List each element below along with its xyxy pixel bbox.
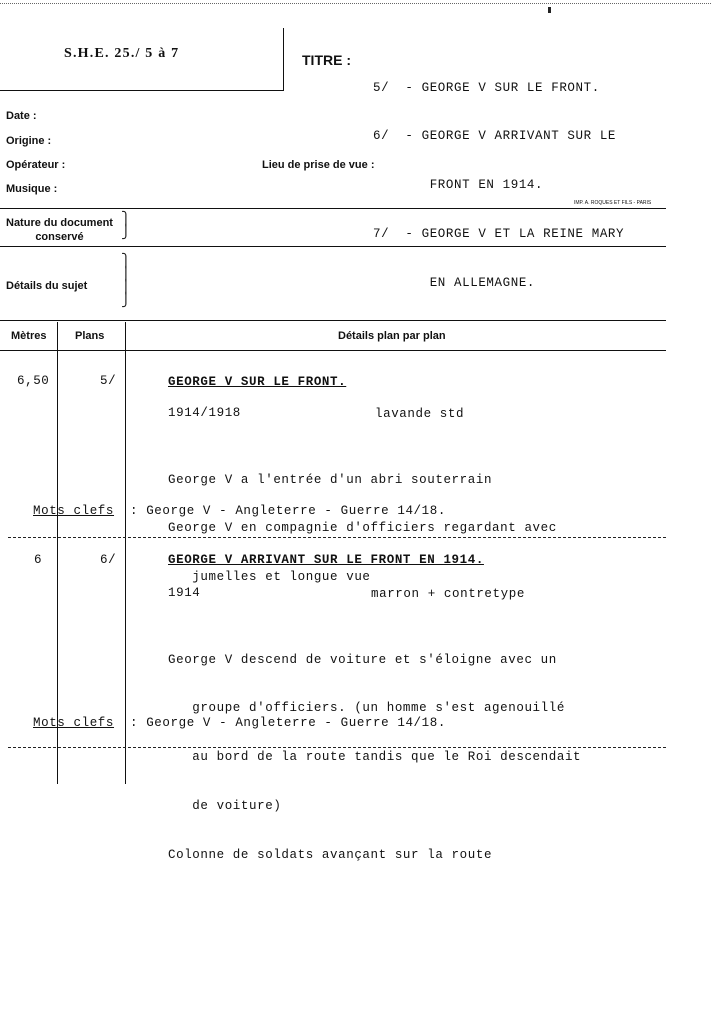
entry2-date: 1914	[168, 586, 201, 600]
lieu-label: Lieu de prise de vue :	[262, 159, 375, 171]
nature-brace: ⎫ ⎭	[121, 212, 131, 240]
entry1-desc-line: George V a l'entrée d'un abri souterrain	[168, 472, 493, 487]
entry1-keywords-label: Mots clefs	[33, 504, 115, 518]
rule-1	[0, 208, 666, 209]
top-edge-mark	[0, 3, 711, 6]
entry2-desc-line: de voiture)	[168, 799, 282, 814]
title-line: FRONT EN 1914.	[373, 178, 544, 193]
date-label: Date :	[6, 110, 37, 122]
entry2-desc-line: Colonne de soldats avançant sur la route	[168, 848, 493, 863]
origine-label: Origine :	[6, 135, 52, 147]
col-header-plans: Plans	[75, 330, 105, 342]
entry2-desc-line: au bord de la route tandis que le Roi descendait	[168, 750, 582, 765]
header-box-right	[283, 28, 284, 90]
entry2-keywords: : George V - Angleterre - Guerre 14/18.	[130, 716, 446, 730]
entry2-title: GEORGE V ARRIVANT SUR LE FRONT EN 1914.	[168, 553, 484, 567]
title-line: 6/ - GEORGE V ARRIVANT SUR LE	[373, 129, 617, 144]
entry2-color: marron + contretype	[371, 587, 525, 601]
musique-label: Musique :	[6, 183, 58, 195]
entry1-desc-line: George V en compagnie d'officiers regardant avec	[168, 521, 557, 536]
entry2-keywords-label: Mots clefs	[33, 716, 115, 730]
header-box-bottom	[0, 90, 284, 91]
entry2-desc	[168, 619, 581, 880]
entry1-date: 1914/1918	[168, 406, 241, 420]
entry2-desc-line: groupe d'officiers. (un homme s'est agenouillé	[168, 701, 565, 716]
col-header-details: Détails plan par plan	[338, 330, 446, 342]
details-sujet-label: Détails du sujet	[6, 280, 88, 292]
entry1-desc-line: jumelles et longue vue	[168, 570, 371, 585]
title-line: EN ALLEMAGNE.	[373, 276, 536, 291]
rule-3	[0, 320, 666, 321]
entry2-desc-line: George V descend de voiture et s'éloigne avec un	[168, 652, 557, 667]
title-line: 7/ - GEORGE V ET LA REINE MARY	[373, 227, 625, 242]
titre-label: TITRE :	[302, 52, 351, 68]
printer-imprint: IMP. A. ROQUES ET FILS - PARIS	[574, 200, 652, 206]
nature-label-line2: conservé	[35, 231, 84, 243]
entry-separator-1	[8, 537, 666, 538]
entry1-title: GEORGE V SUR LE FRONT.	[168, 375, 347, 389]
col-divider-2	[125, 322, 126, 784]
nature-label	[6, 216, 113, 244]
rule-2	[0, 246, 666, 247]
entry1-plan: 5/	[100, 374, 117, 388]
entry-separator-2	[8, 747, 666, 748]
rule-4	[0, 350, 666, 351]
col-header-metres: Mètres	[11, 330, 47, 342]
entry1-desc	[168, 439, 557, 602]
entry2-metres: 6	[34, 553, 43, 567]
ink-dot	[548, 7, 551, 13]
reference-code: S.H.E. 25./ 5 à 7	[64, 46, 180, 61]
nature-label-line1: Nature du document	[6, 217, 113, 229]
entry1-metres: 6,50	[17, 374, 50, 388]
details-brace: ⎫ ⎪ ⎪ ⎭	[121, 254, 131, 308]
titles-block	[373, 47, 624, 308]
title-line: 5/ - GEORGE V SUR LE FRONT.	[373, 80, 600, 95]
entry1-color: lavande std	[375, 407, 465, 421]
operateur-label: Opérateur :	[6, 159, 66, 171]
entry1-keywords: : George V - Angleterre - Guerre 14/18.	[130, 504, 446, 518]
entry2-plan: 6/	[100, 553, 117, 567]
col-divider-1	[57, 322, 58, 784]
